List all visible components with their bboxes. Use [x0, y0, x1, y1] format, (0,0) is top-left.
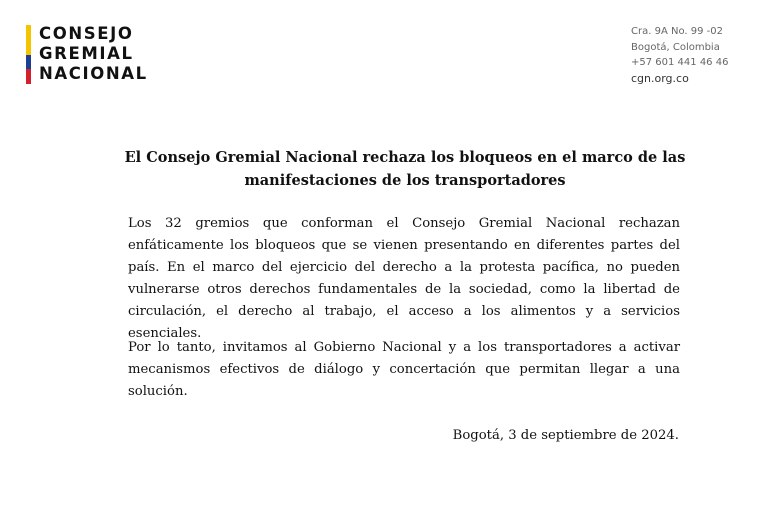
logo-line-consejo: CONSEJO [39, 24, 134, 43]
contact-phone: +57 601 441 46 46 [631, 57, 729, 68]
flag-red-stripe [26, 69, 31, 84]
logo-wordmark [39, 24, 148, 84]
flag-blue-stripe [26, 55, 31, 70]
logo-line-gremial: GREMIAL [39, 44, 134, 63]
flag-yellow-stripe [26, 25, 31, 55]
cgn-logo [26, 24, 148, 84]
contact-city: Bogotá, Colombia [631, 41, 720, 53]
contact-address: Cra. 9A No. 99 -02 [631, 26, 723, 37]
body-paragraph-2: Por lo tanto, invitamos al Gobierno Nacional y a los transportadores a activar mecanismos efectivos de diálogo y concertación que permitan llegar a una solución. [128, 340, 680, 399]
body-paragraph-1: Los 32 gremios que conforman el Consejo Gremial Nacional rechazan enfáticamente los bloqueos que se vienen presentando en diferentes partes del país. En el marco del ejercicio del derecho a la protesta pacífica, no pueden vulnerarse otros derechos fundamentales de la sociedad, como la libertad de circulación, el derecho al trabajo, el acceso a los alimentos y a servicios esenciales. [128, 216, 680, 341]
contact-block [631, 24, 728, 86]
contact-website[interactable]: cgn.org.co [631, 71, 689, 85]
dateline: Bogotá, 3 de septiembre de 2024. [452, 428, 679, 443]
colombia-flag-bar [26, 25, 31, 84]
logo-line-nacional: NACIONAL [39, 64, 148, 83]
document-title: El Consejo Gremial Nacional rechaza los bloqueos en el marco de las manifestaciones de los transportadores [124, 149, 686, 189]
